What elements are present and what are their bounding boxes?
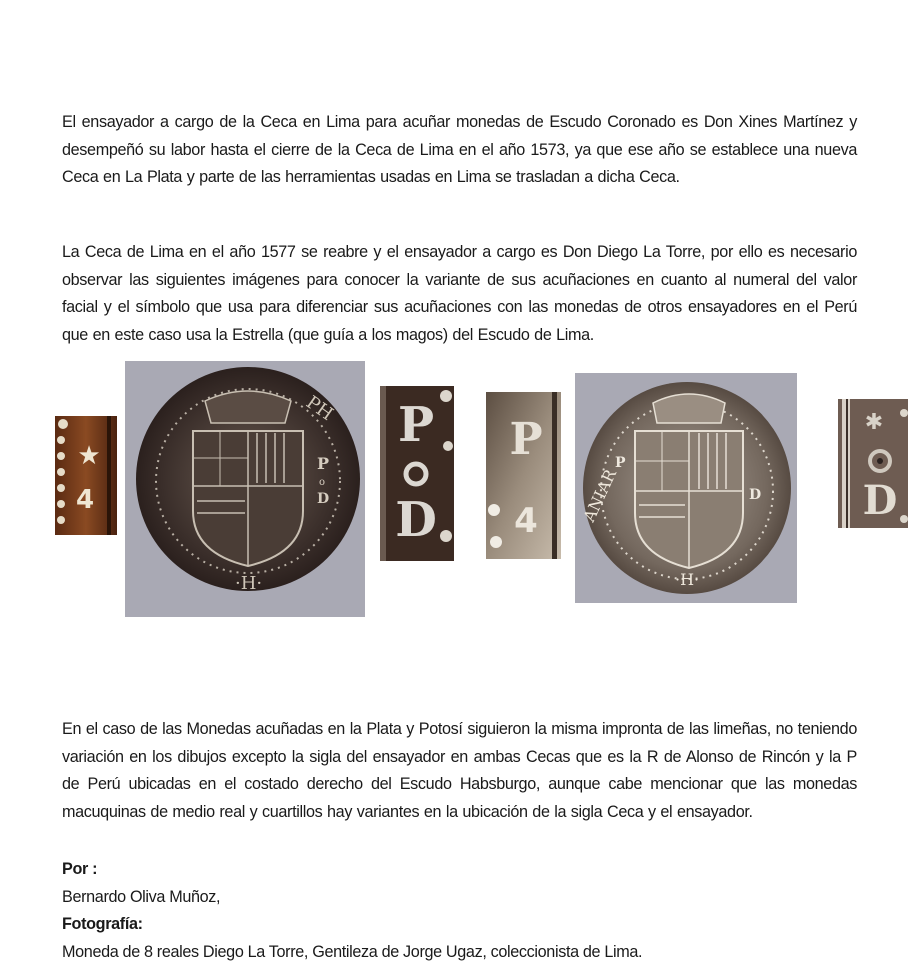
paragraph-diego-la-torre: La Ceca de Lima en el año 1577 se reabre y el ensayador a cargo es Don Diego La Torre, por ello es necesario observar las siguientes imágenes para conocer la variante de sus acuñaciones en cuanto al numeral del valor facial y el símbolo que usa para diferenciar sus acuñaciones con las monedas de otros ensayadores en el Perú que en este caso usa la Estrella (que guía a los magos) del Escudo de Lima. xyxy=(62,243,857,344)
photo-credit-text: Moneda de 8 reales Diego La Torre, Gentileza de Jorge Ugaz, coleccionista de Lima. xyxy=(62,942,643,961)
svg-text:·H·: ·H· xyxy=(235,573,263,594)
photo-detail-p4 xyxy=(486,392,561,559)
credits xyxy=(62,856,857,966)
author-label: Por : xyxy=(62,860,98,878)
svg-text:P: P xyxy=(509,414,543,465)
svg-text:D: D xyxy=(862,477,898,524)
svg-text:★: ★ xyxy=(77,441,101,471)
svg-text:✱: ✱ xyxy=(864,410,884,435)
svg-text:P: P xyxy=(615,455,626,471)
svg-text:ANIAR: ANIAR xyxy=(579,466,621,525)
svg-text:P: P xyxy=(397,397,435,453)
svg-text:D: D xyxy=(395,492,437,548)
svg-text:o: o xyxy=(319,477,326,488)
photo-detail-4-star xyxy=(55,416,117,535)
svg-text:PH: PH xyxy=(302,391,337,426)
paragraph-intro: El ensayador a cargo de la Ceca en Lima para acuñar monedas de Escudo Coronado es Don Xines Martínez y desempeñó su labor hasta el cierre de la Ceca de Lima en el año 1573, ya que ese año se establece una nueva Ceca en La Plata y parte de las herramientas usadas en Lima se trasladan a dicha Ceca. xyxy=(62,113,857,187)
svg-text:D: D xyxy=(317,491,330,507)
photo-detail-star-od xyxy=(838,399,908,528)
svg-text:P: P xyxy=(317,454,330,473)
photo-label: Fotografía: xyxy=(62,915,143,934)
photo-coin-1 xyxy=(125,361,365,617)
photo-coin-2 xyxy=(575,373,797,603)
photo-detail-pod xyxy=(380,386,454,561)
paragraph-la-plata-potosi: En el caso de las Monedas acuñadas en la Plata y Potosí siguieron la misma impronta de las limeñas, no teniendo variación en los dibujos excepto la sigla del ensayador en ambas Cecas que es la R de Alonso de Rincón y la P de Perú ubicadas en el costado derecho del Escudo Habsburgo, aunque cabe mencionar que las monedas macuquinas de medio real y cuartillos hay variantes en la ubicación de la sigla Ceca y el ensayador. xyxy=(62,720,857,821)
svg-text:4: 4 xyxy=(75,485,95,515)
svg-text:4: 4 xyxy=(514,501,538,541)
svg-text:D: D xyxy=(749,487,762,503)
svg-text:·H·: ·H· xyxy=(675,570,700,589)
author-name: Bernardo Oliva Muñoz, xyxy=(62,887,221,906)
